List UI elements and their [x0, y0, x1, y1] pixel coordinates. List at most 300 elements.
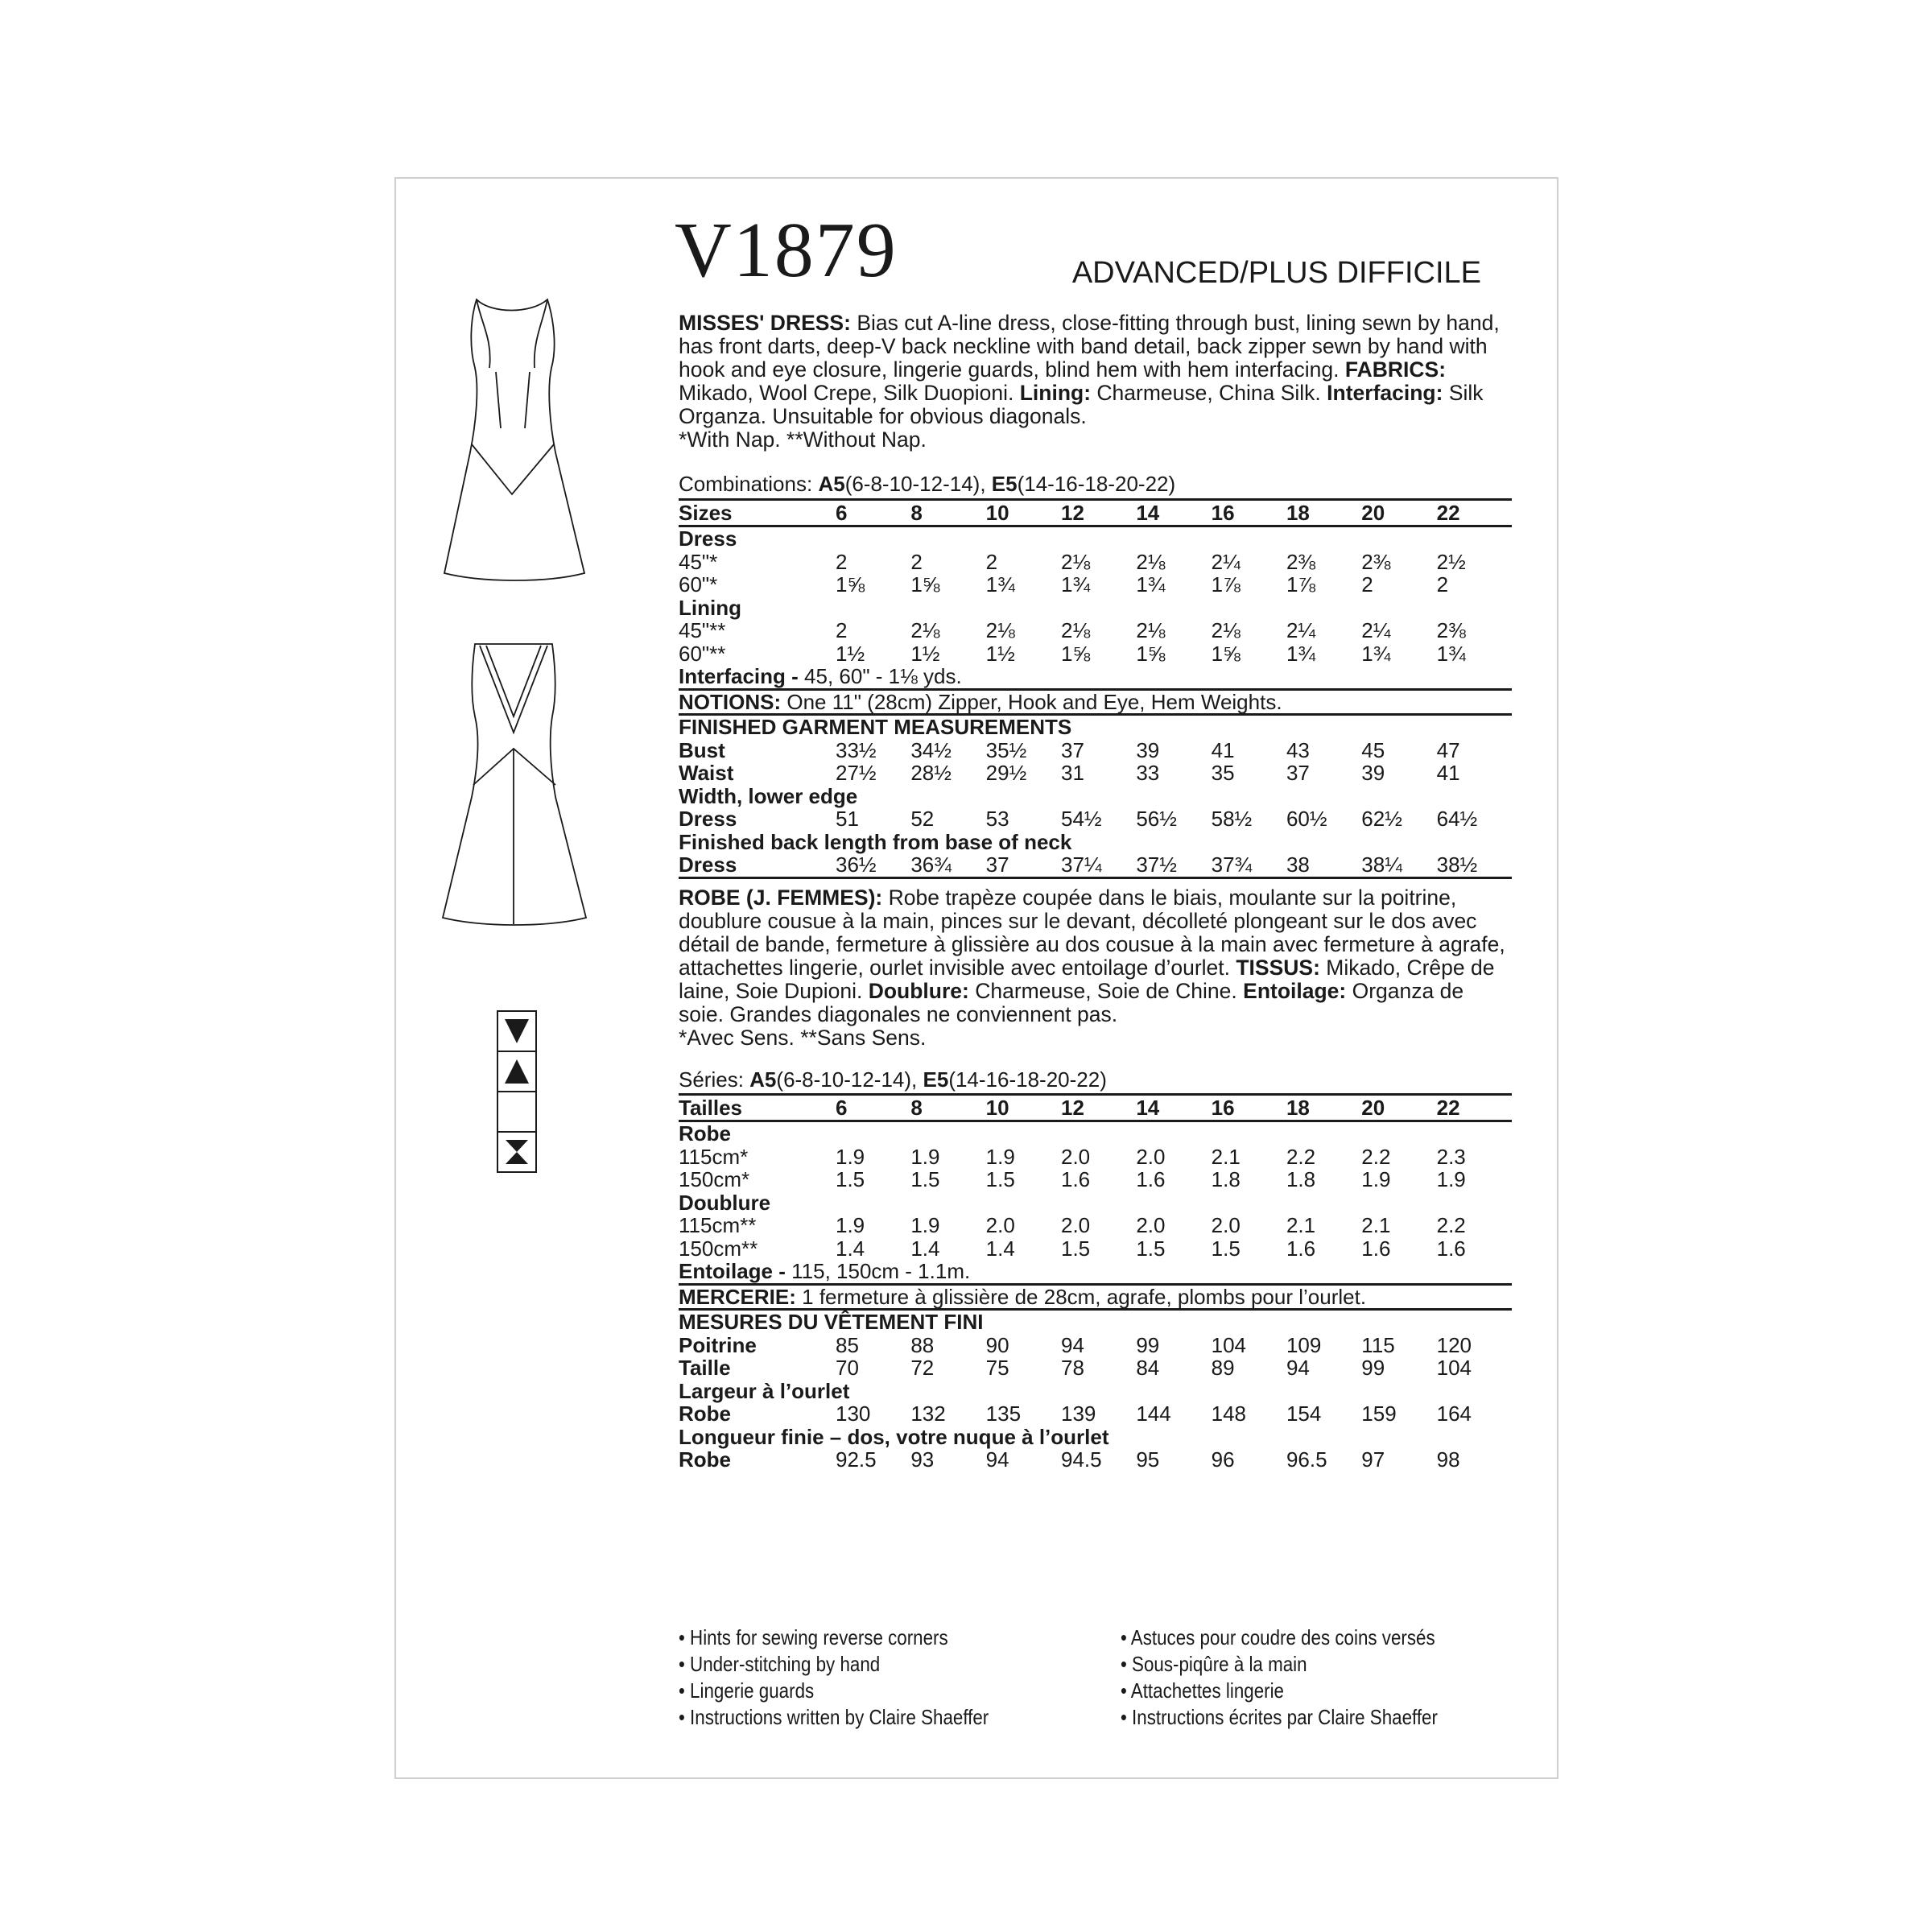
empty-cell — [910, 597, 985, 620]
doublure-label: Doublure: — [868, 979, 969, 1003]
english-yardage-table — [679, 498, 1512, 879]
table-cell: 20 — [1361, 1095, 1436, 1121]
table-cell: 41 — [1211, 737, 1235, 762]
table-cell: 1.9 — [836, 1144, 865, 1169]
series-e: E5 — [923, 1067, 949, 1092]
table-cell: 34½ — [910, 737, 952, 762]
table-cell: 52 — [910, 807, 935, 832]
table-cell: 84 — [1136, 1356, 1160, 1381]
table-cell: 96 — [1211, 1447, 1235, 1472]
table-cell: 1½ — [985, 641, 1015, 666]
table-cell: 1⅞ — [1211, 572, 1241, 597]
table-cell: 1.6 — [1136, 1167, 1166, 1192]
table-cell: 75 — [985, 1356, 1009, 1381]
table-cell: 94 — [1060, 1332, 1084, 1357]
table-cell: 51 — [836, 807, 859, 832]
lining-60-row-label: 60"** — [679, 641, 726, 666]
empty-cell — [910, 526, 985, 551]
empty-cell — [1212, 1191, 1286, 1215]
table-cell: 41 — [1436, 761, 1460, 786]
table-cell: 2.2 — [1361, 1144, 1391, 1169]
width-section-label: Width, lower edge — [679, 783, 858, 808]
table-cell: 38 — [1286, 853, 1361, 877]
dress-front-sketch — [435, 291, 596, 589]
entoilage-row-label: Entoilage - — [679, 1259, 786, 1284]
waist-row — [679, 762, 1512, 785]
dress-60-row — [679, 573, 1512, 597]
table-cell: 1¾ — [1361, 641, 1391, 666]
series-label: Séries: — [679, 1067, 744, 1092]
table-cell: 99 — [1361, 1356, 1385, 1381]
dress-back-sketch — [435, 636, 596, 934]
notions-row — [679, 689, 1512, 715]
table-cell: 120 — [1436, 1332, 1472, 1357]
nap-note: *With Nap. **Without Nap. — [679, 427, 927, 452]
table-cell: 104 — [1211, 1332, 1247, 1357]
combo-e: E5 — [991, 472, 1018, 496]
dress-section-label: Dress — [679, 526, 737, 551]
lining-45-row — [679, 619, 1512, 642]
table-cell: 18 — [1286, 1095, 1361, 1121]
combinations-line — [679, 472, 1175, 497]
entoilage-row-text: 115, 150cm - 1.1m. — [791, 1259, 971, 1284]
table-cell: 56½ — [1136, 807, 1177, 832]
french-yardage-table — [679, 1093, 1512, 1472]
poitrine-row-label: Poitrine — [679, 1332, 757, 1357]
table-cell: 2⅛ — [1136, 549, 1166, 574]
dress-45-row-label: 45"* — [679, 549, 718, 574]
empty-cell — [1061, 1121, 1136, 1146]
table-cell: 92.5 — [836, 1447, 877, 1472]
longueur-robe-row-label: Robe — [679, 1447, 731, 1472]
combo-a: A5 — [818, 472, 845, 496]
garment-description: Bias cut A-line dress, close-fitting through bust, lining sewn by hand, has front darts, deep-V back neckline with band detail, back zipper sewn by hand with hook and eye closure, lingerie guards, blind hem with hem interfacing. — [679, 311, 1500, 382]
fabrics-label: FABRICS: — [1344, 357, 1447, 382]
lining-section — [679, 597, 1512, 620]
empty-cell — [1361, 526, 1436, 551]
table-cell: 6 — [836, 500, 910, 526]
table-cell: 18 — [1286, 500, 1361, 526]
table-cell: 33½ — [836, 737, 877, 762]
robe-section-label: Robe — [679, 1121, 731, 1146]
hint-item: • Astuces pour coudre des coins versés — [1121, 1625, 1435, 1649]
series-a-sizes: (6-8-10-12-14), — [776, 1067, 918, 1092]
table-cell: 27½ — [836, 761, 877, 786]
table-cell: 1.4 — [910, 1236, 940, 1261]
empty-cell — [1212, 526, 1286, 551]
waist-row-label: Waist — [679, 761, 734, 786]
table-cell: 2 — [836, 618, 848, 643]
robe-150-row — [679, 1168, 1512, 1191]
table-cell: 2.0 — [1060, 1213, 1091, 1238]
table-cell: 12 — [1061, 500, 1136, 526]
sizes-row — [679, 500, 1512, 526]
table-cell: 1¾ — [1060, 572, 1091, 597]
table-cell: 53 — [985, 807, 1009, 832]
interfacing-row-text: 45, 60" - 1⅛ yds. — [804, 664, 962, 689]
table-cell: 1⅝ — [1060, 641, 1091, 666]
mesures-row — [679, 1310, 1512, 1334]
bust-row — [679, 739, 1512, 762]
empty-cell — [910, 1191, 985, 1215]
table-cell: 164 — [1436, 1402, 1472, 1426]
pattern-symbols-key — [497, 1010, 537, 1173]
table-cell: 1⅞ — [1286, 572, 1316, 597]
table-cell: 97 — [1361, 1447, 1385, 1472]
empty-cell — [1061, 1191, 1136, 1215]
table-cell: 64½ — [1436, 807, 1478, 832]
table-cell: 33 — [1136, 761, 1160, 786]
notions-row-label: NOTIONS: — [679, 689, 782, 714]
table-cell: 1.6 — [1361, 1236, 1391, 1261]
table-cell: 1.5 — [910, 1167, 940, 1192]
table-cell: 2.3 — [1436, 1144, 1466, 1169]
tailles-row — [679, 1095, 1512, 1121]
table-cell: 10 — [986, 1095, 1061, 1121]
table-cell: 2⅛ — [1060, 549, 1091, 574]
largeur-robe-row — [679, 1402, 1512, 1426]
dress-45-row — [679, 551, 1512, 574]
table-cell: 58½ — [1211, 807, 1253, 832]
largeur-section — [679, 1380, 1512, 1403]
table-cell: 2⅛ — [1136, 618, 1166, 643]
fr-garment-title: ROBE (J. FEMMES): — [679, 886, 883, 910]
length-dress-row-label: Dress — [679, 853, 836, 877]
table-cell: 1¾ — [1436, 641, 1466, 666]
empty-cell — [836, 526, 910, 551]
entoilage-row-cell — [679, 1260, 1512, 1284]
empty-cell — [1136, 1191, 1211, 1215]
tailles-row-label: Tailles — [679, 1095, 836, 1121]
table-cell: 22 — [1437, 500, 1512, 526]
table-cell: 62½ — [1361, 807, 1402, 832]
table-cell: 8 — [910, 500, 985, 526]
length-section-cell — [679, 831, 1512, 854]
interfacing-text: Silk Organza. Unsuitable for obvious diagonals. — [679, 381, 1484, 428]
empty-cell — [1361, 597, 1436, 620]
table-cell: 2⅛ — [1060, 618, 1091, 643]
hourglass-icon — [498, 1133, 535, 1171]
table-cell: 31 — [1060, 761, 1084, 786]
table-cell: 1.5 — [1211, 1236, 1241, 1261]
table-cell: 154 — [1286, 1402, 1322, 1426]
table-cell: 2.0 — [1060, 1144, 1091, 1169]
table-cell: 130 — [836, 1402, 871, 1426]
interfacing-row-label: Interfacing - — [679, 664, 799, 689]
table-cell: 28½ — [910, 761, 952, 786]
difficulty-level: ADVANCED/PLUS DIFFICILE — [1071, 256, 1481, 290]
doublure-115-row-label: 115cm** — [679, 1213, 757, 1238]
table-cell: 1.5 — [1136, 1236, 1166, 1261]
table-cell: 47 — [1436, 737, 1460, 762]
table-cell: 93 — [910, 1447, 935, 1472]
table-cell: 99 — [1136, 1332, 1160, 1357]
table-cell: 16 — [1212, 500, 1286, 526]
hint-item: • Instructions écrites par Claire Shaeffer — [1121, 1705, 1438, 1729]
table-cell: 1¾ — [1136, 572, 1166, 597]
table-cell: 1½ — [910, 641, 940, 666]
interfacing-row — [679, 665, 1512, 689]
table-cell: 2 — [985, 549, 998, 574]
triangle-down-icon — [498, 1012, 535, 1052]
table-cell: 37¼ — [1061, 853, 1136, 877]
table-cell: 43 — [1286, 737, 1310, 762]
table-cell: 2.1 — [1361, 1213, 1391, 1238]
table-cell: 37½ — [1136, 853, 1211, 877]
empty-cell — [836, 1191, 910, 1215]
table-cell: 20 — [1361, 500, 1436, 526]
hint-item: • Hints for sewing reverse corners — [679, 1625, 948, 1649]
sizes-row-label: Sizes — [679, 500, 836, 526]
table-cell: 94 — [985, 1447, 1009, 1472]
table-cell: 96.5 — [1286, 1447, 1327, 1472]
taille-row — [679, 1356, 1512, 1380]
table-cell: 1.5 — [985, 1167, 1015, 1192]
empty-cell — [1061, 526, 1136, 551]
empty-cell — [1061, 597, 1136, 620]
mercerie-row — [679, 1284, 1512, 1310]
table-cell: 78 — [1060, 1356, 1084, 1381]
table-cell: 35 — [1211, 761, 1235, 786]
empty-cell — [1212, 597, 1286, 620]
lining-section-label: Lining — [679, 595, 741, 620]
table-cell: 29½ — [985, 761, 1027, 786]
empty-cell — [1437, 1191, 1512, 1215]
longueur-section — [679, 1426, 1512, 1449]
table-cell: 2½ — [1436, 549, 1466, 574]
table-cell: 89 — [1211, 1356, 1235, 1381]
table-cell: 2⅜ — [1361, 549, 1391, 574]
entoilage-label: Entoilage: — [1243, 979, 1347, 1003]
table-cell: 39 — [1361, 761, 1385, 786]
series-line — [679, 1067, 1107, 1092]
table-cell: 1.5 — [836, 1167, 865, 1192]
table-cell: 1.5 — [1060, 1236, 1091, 1261]
table-cell: 2.0 — [985, 1213, 1015, 1238]
doublure-text: Charmeuse, Soie de Chine. — [975, 979, 1237, 1003]
length-section-label: Finished back length from base of neck — [679, 829, 1072, 854]
table-cell: 1.9 — [836, 1213, 865, 1238]
tissus-text: Mikado, Crêpe de laine, Soie Dupioni. — [679, 956, 1495, 1003]
longueur-section-label: Longueur finie – dos, votre nuque à l’ourlet — [679, 1424, 1109, 1449]
table-cell: 1.6 — [1436, 1236, 1466, 1261]
table-cell: 16 — [1212, 1095, 1286, 1121]
table-cell: 2⅛ — [985, 618, 1015, 643]
english-description — [679, 312, 1512, 452]
empty-cell — [1286, 526, 1361, 551]
largeur-robe-row-label: Robe — [679, 1402, 731, 1426]
empty-cell — [986, 526, 1061, 551]
table-cell: 1.6 — [1060, 1167, 1091, 1192]
width-dress-row — [679, 807, 1512, 831]
table-cell: 1.4 — [836, 1236, 865, 1261]
table-cell: 1⅝ — [1136, 641, 1166, 666]
doublure-150-row-label: 150cm** — [679, 1236, 758, 1261]
table-cell: 38½ — [1437, 853, 1512, 877]
empty-cell — [986, 1191, 1061, 1215]
tissus-label: TISSUS: — [1236, 956, 1320, 980]
table-cell: 60½ — [1286, 807, 1327, 832]
empty-cell — [1136, 597, 1211, 620]
mercerie-row-text: 1 fermeture à glissière de 28cm, agrafe, plombs pour l’ourlet. — [802, 1284, 1367, 1309]
table-cell: 95 — [1136, 1447, 1160, 1472]
table-cell: 104 — [1436, 1356, 1472, 1381]
fr-garment-description: Robe trapèze coupée dans le biais, moulante sur la poitrine, doublure cousue à la main, pinces sur le devant, décolleté plongeant sur le dos avec détail de bande, fermeture à glissière au dos cousue à la main avec fermeture à agrafe, attachettes lingerie, ourlet invisible avec entoilage d’ourlet. — [679, 886, 1505, 980]
mercerie-row-label: MERCERIE: — [679, 1284, 796, 1309]
interfacing-row-cell — [679, 665, 1512, 689]
table-cell: 85 — [836, 1332, 859, 1357]
table-cell: 159 — [1361, 1402, 1397, 1426]
table-cell: 72 — [910, 1356, 935, 1381]
table-cell: 35½ — [985, 737, 1027, 762]
table-cell: 1⅝ — [836, 572, 865, 597]
table-cell: 2.0 — [1211, 1213, 1241, 1238]
table-cell: 2.1 — [1211, 1144, 1241, 1169]
empty-cell — [836, 597, 910, 620]
empty-cell — [1437, 1121, 1512, 1146]
doublure-150-row — [679, 1237, 1512, 1261]
table-cell: 2⅜ — [1286, 549, 1316, 574]
table-cell: 1¾ — [1286, 641, 1316, 666]
lining-45-row-label: 45"** — [679, 618, 726, 643]
lining-text: Charmeuse, China Silk. — [1096, 381, 1321, 405]
table-cell: 14 — [1136, 500, 1211, 526]
table-cell: 2⅜ — [1436, 618, 1466, 643]
empty-cell — [1136, 1121, 1211, 1146]
table-cell: 115 — [1361, 1332, 1395, 1357]
hints-english — [679, 1624, 1039, 1731]
table-cell: 2.2 — [1436, 1213, 1466, 1238]
entoilage-text: Organza de soie. Grandes diagonales ne conviennent pas. — [679, 979, 1464, 1026]
combo-e-sizes: (14-16-18-20-22) — [1017, 472, 1176, 496]
table-cell: 1.4 — [985, 1236, 1015, 1261]
table-cell: 139 — [1060, 1402, 1096, 1426]
notions-row-cell — [679, 689, 1512, 715]
robe-section — [679, 1121, 1512, 1146]
table-cell: 2 — [910, 549, 923, 574]
table-cell: 37¾ — [1212, 853, 1286, 877]
table-cell: 2¼ — [1286, 618, 1316, 643]
table-cell: 2⅛ — [1211, 618, 1241, 643]
table-cell: 2 — [1361, 572, 1373, 597]
table-cell: 98 — [1436, 1447, 1460, 1472]
width-section-cell — [679, 785, 1512, 808]
table-cell: 132 — [910, 1402, 946, 1426]
table-cell: 12 — [1061, 1095, 1136, 1121]
table-cell: 2¼ — [1211, 549, 1241, 574]
blank-symbol — [498, 1092, 535, 1133]
dress-60-row-label: 60"* — [679, 572, 718, 597]
garment-title: MISSES' DRESS: — [679, 311, 851, 335]
length-dress-row — [679, 853, 1512, 877]
table-cell: 88 — [910, 1332, 935, 1357]
empty-cell — [986, 1121, 1061, 1146]
interfacing-label: Interfacing: — [1327, 381, 1443, 405]
pattern-number: V1879 — [675, 207, 898, 294]
doublure-section-label: Doublure — [679, 1190, 771, 1215]
table-cell: 14 — [1136, 1095, 1211, 1121]
longueur-robe-row — [679, 1448, 1512, 1472]
table-cell: 1⅝ — [1211, 641, 1241, 666]
robe-115-row — [679, 1146, 1512, 1169]
table-cell: 1.9 — [910, 1213, 940, 1238]
table-cell: 22 — [1437, 1095, 1512, 1121]
table-cell: 2.0 — [1136, 1144, 1166, 1169]
table-cell: 37 — [1060, 737, 1084, 762]
poitrine-row — [679, 1334, 1512, 1357]
finished-row-label: FINISHED GARMENT MEASUREMENTS — [679, 715, 1072, 740]
table-cell: 1.9 — [1436, 1167, 1466, 1192]
dress-section — [679, 526, 1512, 551]
table-cell: 1⅝ — [910, 572, 940, 597]
empty-cell — [986, 597, 1061, 620]
table-cell: 36¾ — [910, 853, 985, 877]
hint-item: • Attachettes lingerie — [1121, 1678, 1284, 1703]
bust-row-label: Bust — [679, 737, 725, 762]
table-cell: 2⅛ — [910, 618, 940, 643]
table-cell: 2 — [1436, 572, 1449, 597]
table-cell: 39 — [1136, 737, 1160, 762]
empty-cell — [1212, 1121, 1286, 1146]
empty-cell — [1136, 526, 1211, 551]
table-cell: 148 — [1211, 1402, 1247, 1426]
empty-cell — [1437, 526, 1512, 551]
mercerie-row-cell — [679, 1284, 1512, 1310]
table-cell: 2 — [836, 549, 848, 574]
table-cell: 90 — [985, 1332, 1009, 1357]
table-cell: 1.8 — [1211, 1167, 1241, 1192]
table-cell: 2.2 — [1286, 1144, 1316, 1169]
hint-item: • Under-stitching by hand — [679, 1652, 881, 1676]
table-cell: 2¼ — [1361, 618, 1391, 643]
table-cell: 8 — [910, 1095, 985, 1121]
robe-150-row-label: 150cm* — [679, 1167, 750, 1192]
empty-cell — [910, 1121, 985, 1146]
largeur-section-cell — [679, 1380, 1512, 1403]
length-section — [679, 831, 1512, 854]
table-cell: 1½ — [836, 641, 865, 666]
taille-row-label: Taille — [679, 1356, 731, 1381]
table-cell: 70 — [836, 1356, 859, 1381]
table-cell: 1.6 — [1286, 1236, 1316, 1261]
largeur-section-label: Largeur à l’ourlet — [679, 1378, 850, 1403]
table-cell: 36½ — [836, 853, 910, 877]
table-cell: 37 — [986, 853, 1061, 877]
series-e-sizes: (14-16-18-20-22) — [948, 1067, 1107, 1092]
robe-115-row-label: 115cm* — [679, 1144, 749, 1169]
table-cell: 109 — [1286, 1332, 1322, 1357]
hint-item: • Sous-piqûre à la main — [1121, 1652, 1307, 1676]
table-cell: 38¼ — [1361, 853, 1436, 877]
table-cell: 37 — [1286, 761, 1310, 786]
empty-cell — [1286, 597, 1361, 620]
table-cell: 2.1 — [1286, 1213, 1316, 1238]
table-cell: 10 — [986, 500, 1061, 526]
hint-item: • Instructions written by Claire Shaeffer — [679, 1705, 989, 1729]
fabrics-text: Mikado, Wool Crepe, Silk Duopioni. — [679, 381, 1014, 405]
table-cell: 1.9 — [1361, 1167, 1391, 1192]
doublure-section — [679, 1191, 1512, 1215]
mesures-row-label: MESURES DU VÊTEMENT FINI — [679, 1310, 984, 1335]
table-cell: 94 — [1286, 1356, 1310, 1381]
entoilage-row — [679, 1260, 1512, 1284]
longueur-section-cell — [679, 1426, 1512, 1449]
empty-cell — [1286, 1191, 1361, 1215]
width-section — [679, 785, 1512, 808]
table-cell: 1.8 — [1286, 1167, 1316, 1192]
table-cell: 144 — [1136, 1402, 1171, 1426]
empty-cell — [1437, 597, 1512, 620]
